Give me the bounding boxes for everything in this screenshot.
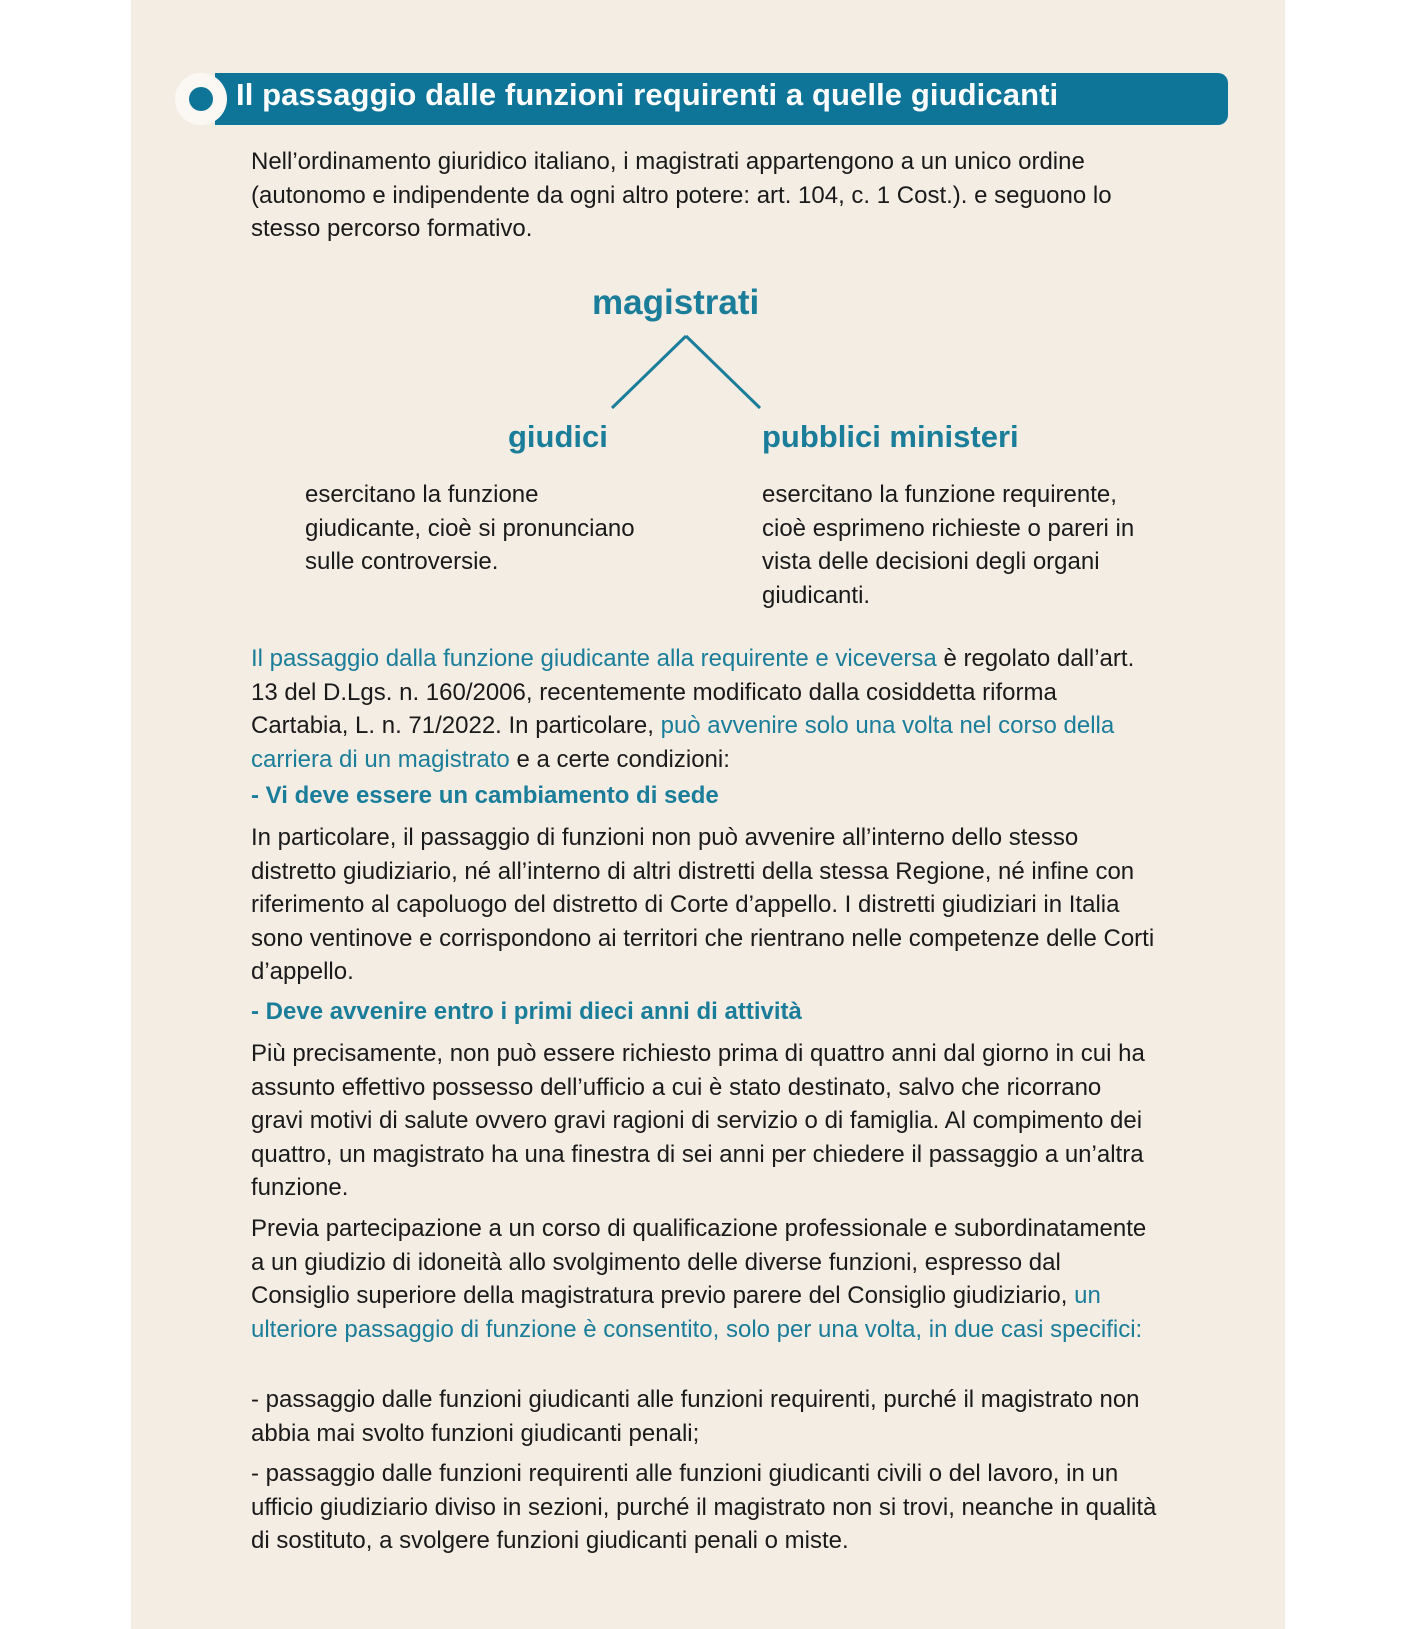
diagram-right-label: pubblici ministeri xyxy=(762,419,1019,454)
section2-highlight-1: un ulteriore passaggio di funzione è consentito, solo per una volta, in due casi specifici: xyxy=(251,1282,1143,1343)
section2-paragraph xyxy=(251,1212,1159,1346)
diagram-left-description: esercitano la funzione giudicante, cioè si pronunciano sulle controversie. xyxy=(305,481,635,575)
section1-highlight-2: può avvenire solo una volta nel corso della carriera di un magistrato xyxy=(251,712,1115,773)
case-item: - passaggio dalle funzioni requirenti alle funzioni giudicanti civili o del lavoro, in un ufficio giudiziario diviso in sezioni, purché il magistrato non si trovi, neanche in qualità di sostituto, a svolgere funzioni giudicanti penali o miste. xyxy=(251,1460,1157,1554)
section1-text-1: è regolato dall’art. 13 del D.Lgs. n. 160/2006, recentemente modificato dalla cosiddetta riforma Cartabia, L. n. 71/2022. In particolare, xyxy=(251,645,1135,739)
section-title: Il passaggio dalle funzioni requirenti a quelle giudicanti xyxy=(236,77,1059,112)
diagram-left-label: giudici xyxy=(508,419,608,454)
intro-paragraph: Nell’ordinamento giuridico italiano, i magistrati appartengono a un unico ordine (autonomo e indipendente da ogni altro potere: art. 104, c. 1 Cost.). e seguono lo stesso percorso formativo. xyxy=(251,148,1112,242)
branch-line-left xyxy=(612,336,686,408)
section1-text-2: e a certe condizioni: xyxy=(509,745,730,773)
diagram-root-label: magistrati xyxy=(592,283,760,322)
condition1-text: In particolare, il passaggio di funzioni non può avvenire all’interno dello stesso distretto giudiziario, né all’interno di altri distretti della stessa Regione, né infine con riferimento al capoluogo del distretto di Corte d’appello. I distretti giudiziari in Italia sono ventinove e corrispondono ai territori che rientrano nelle competenze delle Corti d’appello. xyxy=(251,824,1155,985)
section1-paragraph xyxy=(251,642,1159,776)
diagram-right-description: esercitano la funzione requirente, cioè esprimeno richieste o pareri in vista delle decisioni degli organi giudicanti. xyxy=(762,481,1135,609)
section1-highlight-1: Il passaggio dalla funzione giudicante alla requirente e viceversa xyxy=(251,645,937,672)
section2-text-1: Previa partecipazione a un corso di qualificazione professionale e subordinatamente a un giudizio di idoneità allo svolgimento delle diverse funzioni, espresso dal Consiglio superiore della magistratura previo parere del Consiglio giudiziario, xyxy=(251,1215,1147,1309)
branch-line-right xyxy=(686,336,760,408)
condition2-heading: - Deve avvenire entro i primi dieci anni di attività xyxy=(251,998,802,1025)
condition1-heading: - Vi deve essere un cambiamento di sede xyxy=(251,782,719,809)
case-item: - passaggio dalle funzioni giudicanti alle funzioni requirenti, purché il magistrato non abbia mai svolto funzioni giudicanti penali; xyxy=(251,1386,1140,1447)
condition2-text: Più precisamente, non può essere richiesto prima di quattro anni dal giorno in cui ha assunto effettivo possesso dell’ufficio a cui è stato destinato, salvo che ricorrano gravi motivi di salute ovvero gravi ragioni di servizio o di famiglia. Al compimento dei quattro, un magistrato ha una finestra di sei anni per chiedere il passaggio a un’altra funzione. xyxy=(251,1040,1145,1201)
diagram-branch-lines xyxy=(0,0,1417,430)
